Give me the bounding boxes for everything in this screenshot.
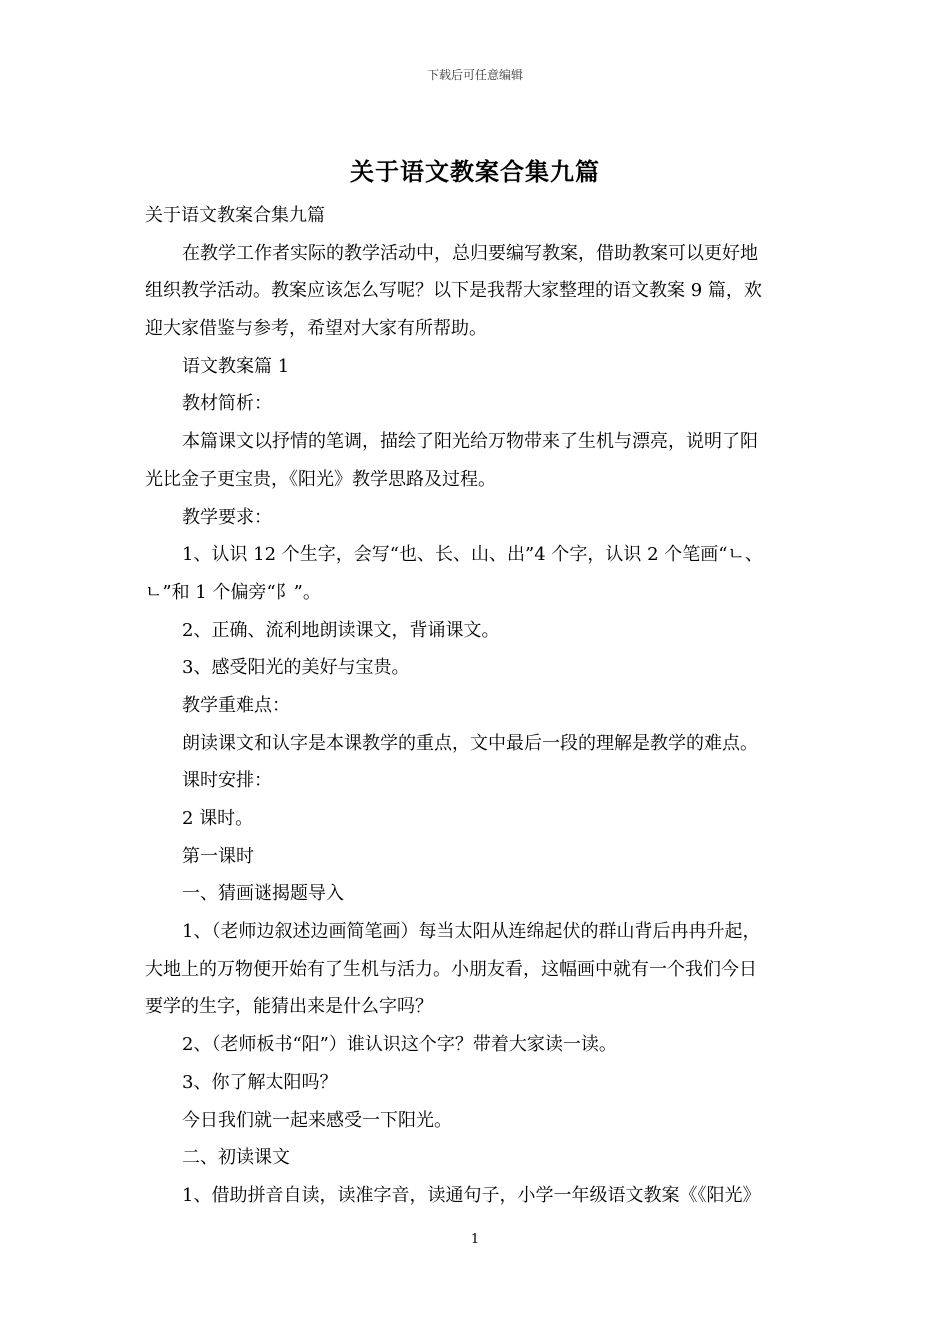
text-line: 组织教学活动。教案应该怎么写呢？以下是我帮大家整理的语文教案 9 篇，欢 (145, 280, 762, 302)
text-line: 迎大家借鉴与参考，希望对大家有所帮助。 (145, 318, 487, 340)
text-line: 教材简析： (182, 393, 272, 415)
text-line: 3、你了解太阳吗？ (182, 1071, 338, 1093)
document-title: 关于语文教案合集九篇 (350, 157, 600, 186)
text-line: 要学的生字，能猜出来是什么字吗？ (145, 996, 433, 1018)
text-line: 关于语文教案合集九篇 (145, 205, 325, 226)
text-line: 2、正确、流利地朗读课文，背诵课文。 (182, 619, 500, 641)
text-line: 1、借助拼音自读，读准字音，读通句子，小学一年级语文教案《《阳光》 (182, 1184, 761, 1206)
text-line: 朗读课文和认字是本课教学的重点，文中最后一段的理解是教学的难点。 (182, 732, 758, 754)
text-line: 二、初读课文 (182, 1147, 290, 1169)
text-line: 课时安排： (182, 770, 272, 792)
text-line: 3、感受阳光的美好与宝贵。 (182, 657, 410, 679)
text-line: 本篇课文以抒情的笔调，描绘了阳光给万物带来了生机与漂亮，说明了阳 (182, 431, 758, 453)
text-line: 今日我们就一起来感受一下阳光。 (182, 1109, 452, 1131)
text-line: 光比金子更宝贵，《阳光》教学思路及过程。 (145, 468, 496, 490)
text-line: 在教学工作者实际的教学活动中，总归要编写教案，借助教案可以更好地 (182, 242, 758, 264)
text-line: 2、（老师板书“阳”）谁认识这个字？带着大家读一读。 (182, 1034, 617, 1056)
text-line: 一、猜画谜揭题导入 (182, 883, 344, 905)
text-line: 第一课时 (182, 845, 254, 867)
document-body (145, 197, 810, 1215)
text-line: 1、（老师边叙述边画简笔画）每当太阳从连绵起伏的群山背后冉冉升起， (182, 921, 761, 943)
text-line: 教学要求： (182, 506, 272, 528)
text-line: 2 课时。 (182, 808, 254, 829)
text-line: 大地上的万物便开始有了生机与活力。小朋友看，这幅画中就有一个我们今日 (145, 958, 757, 980)
page-header-note: 下载后可任意编辑 (426, 68, 523, 82)
text-line: 教学重难点： (182, 694, 290, 716)
text-line: 语文教案篇 1 (182, 355, 290, 377)
text-line: ㄴ”和 1 个偏旁“阝”。 (145, 581, 321, 603)
text-line: 1、认识 12 个生字，会写“也、长、山、出”4 个字，认识 2 个笔画“ㄴ、 (182, 544, 763, 566)
page-number: 1 (470, 1232, 480, 1247)
